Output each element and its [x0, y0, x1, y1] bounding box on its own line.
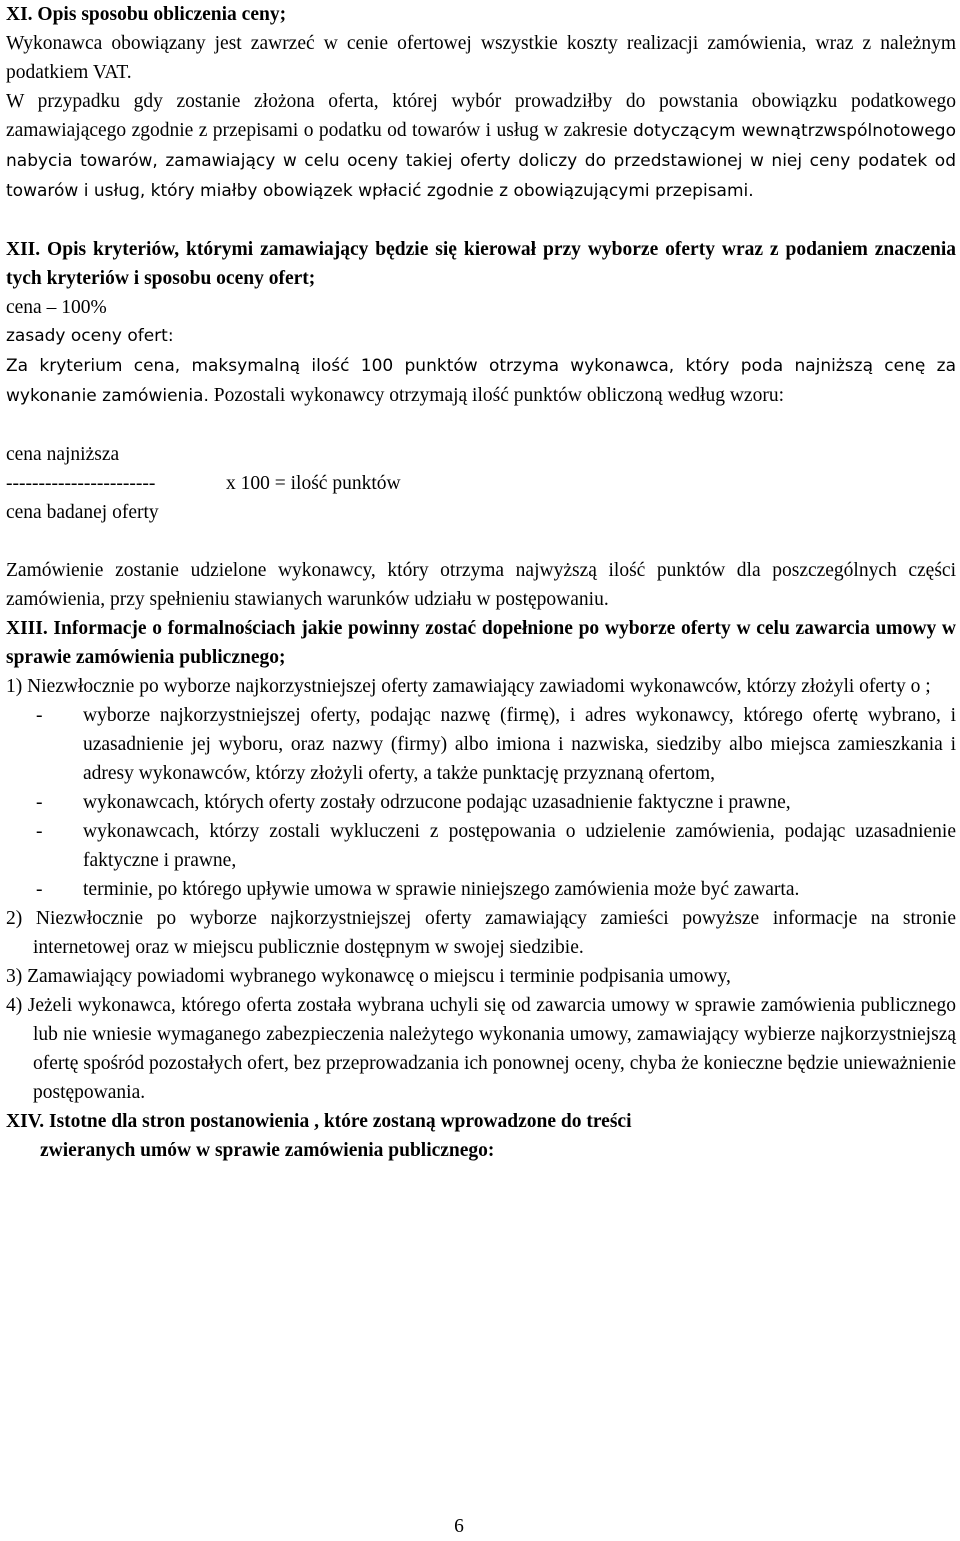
section-xi-tax-paragraph [6, 87, 956, 206]
page-number: 6 [454, 1516, 464, 1537]
price-weight: cena – 100% [6, 297, 107, 318]
dash-bullet: - [36, 792, 43, 813]
xiii-item-4: 4) Jeżeli wykonawca, którego oferta została wybrana uchyli się od zawarcia umowy w sprawie zamówienia publicznego lub nie wniesie wymaganego zabezpieczenia należytego wykonania umowy, zamawiający wybierze najkorzystniejszą ofertę spośród pozostałych ofert, bez przeprowadzania ich ponownej oceny, chyba że konieczne będzie unieważnienie postępowania. [6, 995, 956, 1103]
sub-item-text: wyborze najkorzystniejszej oferty, podając nazwę (firmę), i adres wykonawcy, którego ofertę wybrano, i uzasadnienie jej wyboru, oraz nazwy (firmy) albo imiona i nazwiska, siedziby albo miejsca zamieszkania i adresy wykonawców, którzy złożyli oferty, a także punktację przyznaną ofertom, [83, 705, 956, 784]
sub-item-text: terminie, po którego upływie umowa w sprawie niniejszego zamówienia może być zawarta. [83, 879, 800, 900]
document-page [6, 0, 956, 1165]
spacer [6, 411, 956, 440]
formula-fraction-row [6, 469, 956, 498]
formula-denominator: cena badanej oferty [6, 502, 159, 523]
notification-sub-item [6, 788, 956, 817]
section-xi-heading: XI. Opis sposobu obliczenia ceny; [6, 4, 287, 25]
section-xi-vat-paragraph: Wykonawca obowiązany jest zawrzeć w cenie ofertowej wszystkie koszty realizacji zamówienia, wraz z należnym podatkiem VAT. [6, 33, 956, 83]
tax-paragraph-sans-part: dotyczącym wewnątrzwspólnotowego nabycia towarów, zamawiający w celu oceny takiej oferty doliczy do przedstawionej w niej ceny podatek od towarów i usług, który miałby obowiązek wpłacić zgodnie z obowiązującymi przepisami. [6, 121, 956, 201]
spacer [6, 206, 956, 235]
section-xiii-heading: XIII. Informacje o formalnościach jakie powinny zostać dopełnione po wyborze oferty w celu zawarcia umowy w sprawie zamówienia publicznego; [6, 618, 956, 668]
section-xii-heading: XII. Opis kryteriów, którymi zamawiający będzie się kierował przy wyborze oferty wraz z podaniem znaczenia tych kryteriów i sposobu oceny ofert; [6, 239, 956, 289]
criterion-sans-part: Za kryterium cena, maksymalną ilość 100 punktów otrzyma wykonawca, który poda najniższą cenę za wykonanie zamówienia. [6, 356, 956, 406]
formula-numerator: cena najniższa [6, 444, 120, 465]
dash-bullet: - [36, 879, 43, 900]
section-xiv-heading-line-2: zwieranych umów w sprawie zamówienia publicznego: [40, 1140, 495, 1161]
notification-sub-item [6, 817, 956, 875]
criterion-serif-part: Pozostali wykonawcy otrzymają ilość punktów obliczoną według wzoru: [208, 385, 784, 406]
scoring-formula [6, 440, 956, 527]
sub-item-text: wykonawcach, którzy zostali wykluczeni z postępowania o udzielenie zamówienia, podając uzasadnienie faktyczne i prawne, [83, 821, 956, 871]
section-xiv-heading-line-1: XIV. Istotne dla stron postanowienia , które zostaną wprowadzone do treści [6, 1111, 632, 1132]
notification-sub-item [6, 875, 956, 904]
dash-bullet: - [36, 705, 43, 726]
formula-multiplier: x 100 = ilość punktów [226, 473, 401, 494]
tax-paragraph-serif-part: W przypadku gdy zostanie złożona oferta, której wybór prowadziłby do powstania obowiązku podatkowego zamawiającego zgodnie z przepisami o podatku od towarów i usług w zakresie [6, 91, 956, 141]
xiii-item-1 [6, 672, 956, 701]
spacer [6, 527, 956, 556]
xiii-item-1-number: 1) [6, 676, 23, 697]
xiii-item-1-text: Niezwłocznie po wyborze najkorzystniejszej oferty zamawiający zawiadomi wykonawców, którzy złożyli oferty o ; [27, 676, 931, 697]
xiii-item-2: 2) Niezwłocznie po wyborze najkorzystniejszej oferty zamawiający zamieści powyższe informacje na stronie internetowej oraz w miejscu publicznie dostępnym w swojej siedzibie. [6, 908, 956, 958]
sub-item-text: wykonawcach, których oferty zostały odrzucone podając uzasadnienie faktyczne i prawne, [83, 792, 791, 813]
award-paragraph: Zamówienie zostanie udzielone wykonawcy, który otrzyma najwyższą ilość punktów dla poszczególnych części zamówienia, przy spełnieniu stawianych warunków udziału w postępowaniu. [6, 560, 956, 610]
xiii-item-3: 3) Zamawiający powiadomi wybranego wykonawcę o miejscu i terminie podpisania umowy, [6, 966, 731, 987]
criterion-paragraph [6, 351, 956, 411]
notification-sub-item [6, 701, 956, 788]
formula-fraction-line: ----------------------- [6, 473, 156, 494]
evaluation-rules-label: zasady oceny ofert: [6, 326, 174, 346]
dash-bullet: - [36, 821, 43, 842]
